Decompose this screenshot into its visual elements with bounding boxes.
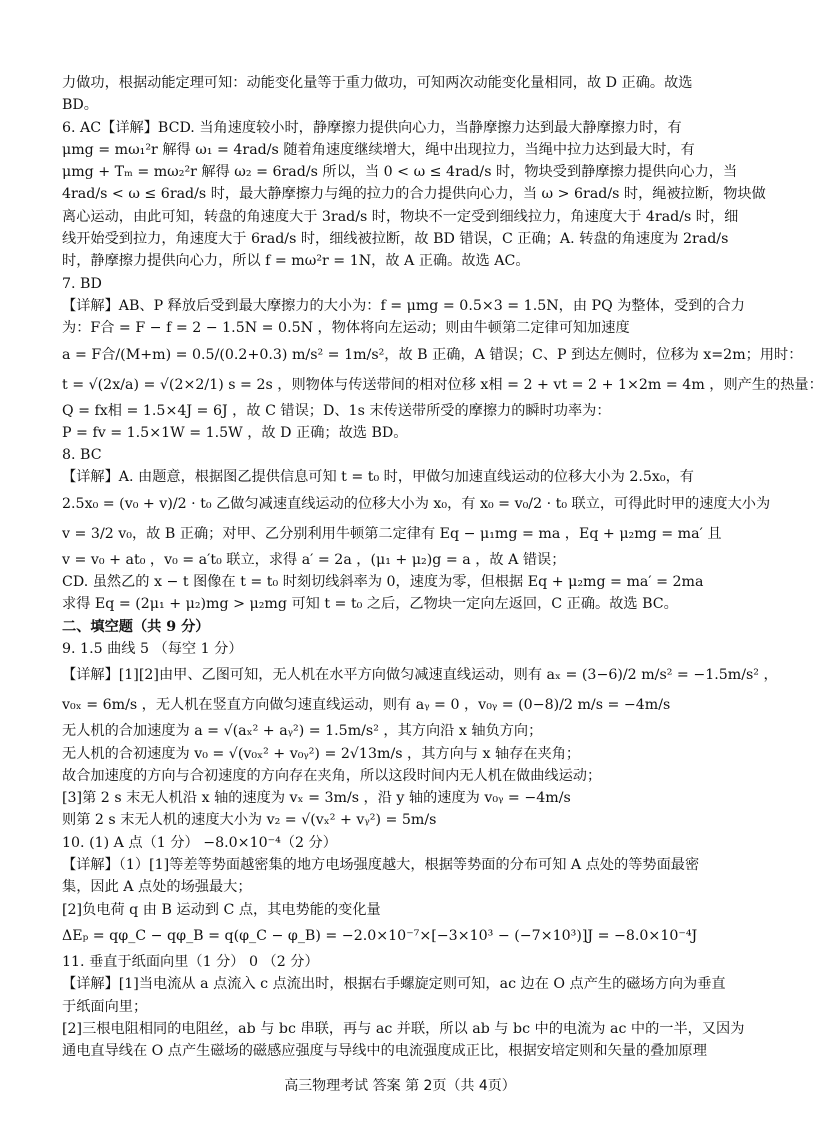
text-line: 【详解】A. 由题意，根据图乙提供信息可知 t = t₀ 时，甲做匀加速直线运动的位移大小为 2.5x₀，有 — [62, 469, 694, 486]
text-line: 11. 垂直于纸面向里（1 分） 0 （2 分） — [62, 953, 319, 970]
text-line: 则第 2 s 末无人机的速度大小为 v₂ = √(vₓ² + vᵧ²) = 5m/s — [62, 812, 437, 829]
text-line: 为：F合 = F − f = 2 − 1.5N = 0.5N ，物体将向左运动；则由牛顿第二定律可知加速度 — [62, 320, 630, 337]
text-line: [2]负电荷 q 由 B 运动到 C 点，其电势能的变化量 — [62, 901, 381, 918]
text-line: v = v₀ + at₀ ，v₀ = a′t₀ 联立，求得 a′ = 2a ，(μ₁ + μ₂)g = a ，故 A 错误； — [62, 551, 566, 568]
text-line: 故合加速度的方向与合初速度的方向存在夹角，所以这段时间内无人机在做曲线运动； — [62, 767, 602, 784]
text-line: 【详解】[1]当电流从 a 点流入 c 点流出时，根据右手螺旋定则可知，ac 边在 O 点产生的磁场方向为垂直 — [62, 976, 726, 993]
text-line: Q = fx相 = 1.5×4J = 6J ，故 C 错误；D、1s 末传送带所受的摩擦力的瞬时功率为： — [62, 402, 611, 419]
text-line: 7. BD — [62, 275, 102, 292]
text-line: 9. 1.5 曲线 5 （每空 1 分） — [62, 640, 243, 657]
text-line: v = 3/2 v₀，故 B 正确；对甲、乙分别利用牛顿第二定律有 Eq − μ₁mg = ma ，Eq + μ₂mg = ma′ 且 — [62, 525, 722, 542]
text-line: [3]第 2 s 末无人机沿 x 轴的速度为 vₓ = 3m/s ，沿 y 轴的速度为 v₀ᵧ = −4m/s — [62, 790, 571, 807]
text-line: 于纸面向里； — [62, 998, 148, 1015]
text-line: 时，静摩擦力提供向心力，所以 f = mω²r = 1N，故 A 正确。故选 AC。 — [62, 253, 530, 270]
text-line: 4rad/s < ω ≤ 6rad/s 时，最大静摩擦力与绳的拉力的合力提供向心力，当 ω > 6rad/s 时，绳被拉断，物块做 — [62, 186, 766, 203]
text-line: 10. (1) A 点（1 分） −8.0×10⁻⁴（2 分） — [62, 834, 337, 851]
text-line: BD。 — [62, 97, 98, 114]
text-line: ΔEₚ = qφ_C − qφ_B = q(φ_C − φ_B) = −2.0×10⁻⁷×[−3×10³ − (−7×10³)]J = −8.0×10⁻⁴J — [62, 927, 698, 944]
text-line: CD. 虽然乙的 x − t 图像在 t = t₀ 时刻切线斜率为 0，速度为零，但根据 Eq + μ₂mg = ma′ = 2ma — [62, 574, 704, 591]
text-line: 【详解】AB、P 释放后受到最大摩擦力的大小为：f = μmg = 0.5×3 = 1.5N，由 PQ 为整体，受到的合力 — [62, 297, 745, 314]
text-line: 6. AC【详解】BCD. 当角速度较小时，静摩擦力提供向心力，当静摩擦力达到最大静摩擦力时，有 — [62, 119, 682, 136]
text-line: 离心运动，由此可知，转盘的角速度大于 3rad/s 时，物块不一定受到细线拉力，角速度大于 4rad/s 时，细 — [62, 208, 739, 225]
text-line: t = √(2x/a) = √(2×2/1) s = 2s ，则物体与传送带间的相对位移 x相 = 2 + vt = 2 + 1×2m = 4m ，则产生的热量： — [62, 376, 823, 393]
text-line: 【详解】[1][2]由甲、乙图可知，无人机在水平方向做匀减速直线运动，则有 aₓ = (3−6)/2 m/s² = −1.5m/s² ， — [62, 667, 778, 684]
text-line: a = F合/(M+m) = 0.5/(0.2+0.3) m/s² = 1m/s²，故 B 正确，A 错误；C、P 到达左侧时，位移为 x=2m；用时： — [62, 346, 803, 363]
text-line: P = fv = 1.5×1W = 1.5W ，故 D 正确；故选 BD。 — [62, 424, 408, 441]
text-line: 无人机的合初速度为 v₀ = √(v₀ₓ² + v₀ᵧ²) = 2√13m/s ，其方向与 x 轴存在夹角； — [62, 745, 581, 762]
text-line: 线开始受到拉力，角速度大于 6rad/s 时，细线被拉断，故 BD 错误，C 正确；A. 转盘的角速度为 2rad/s — [62, 231, 729, 248]
section-heading: 二、填空题（共 9 分） — [62, 618, 210, 635]
text-line: v₀ₓ = 6m/s ，无人机在竖直方向做匀速直线运动，则有 aᵧ = 0 ，v₀ᵧ = (0−8)/2 m/s = −4m/s — [62, 697, 671, 714]
page-footer: 高三物理考试 答案 第 2页（共 4页） — [284, 1078, 516, 1094]
text-line: 8. BC — [62, 447, 102, 464]
text-line: 通电直导线在 O 点产生磁场的磁感应强度与导线中的电流强度成正比，根据安培定则和矢量的叠加原理 — [62, 1043, 707, 1060]
text-line: [2]三根电阻相同的电阻丝，ab 与 bc 串联，再与 ac 并联，所以 ab 与 bc 中的电流为 ac 中的一半，又因为 — [62, 1020, 745, 1037]
answer-text-body — [62, 72, 823, 1062]
text-line: μmg + Tₘ = mω₂²r 解得 ω₂ = 6rad/s 所以，当 0 < ω ≤ 4rad/s 时，物块受到静摩擦力提供向心力，当 — [62, 164, 738, 181]
text-line: 2.5x₀ = (v₀ + v)/2 · t₀ 乙做匀减速直线运动的位移大小为 x₀，有 x₀ = v₀/2 · t₀ 联立，可得此时甲的速度大小为 — [62, 495, 771, 512]
text-line: 无人机的合加速度为 a = √(aₓ² + aᵧ²) = 1.5m/s² ，其方向沿 x 轴负方向； — [62, 723, 543, 740]
text-line: μmg = mω₁²r 解得 ω₁ = 4rad/s 随着角速度继续增大，绳中出现拉力，当绳中拉力达到最大时，有 — [62, 141, 695, 158]
text-line: 力做功，根据动能定理可知：动能变化量等于重力做功，可知两次动能变化量相同，故 D 正确。故选 — [62, 75, 693, 91]
text-line: 集，因此 A 点处的场强最大； — [62, 879, 252, 896]
text-line: 【详解】（1）[1]等差等势面越密集的地方电场强度越大，根据等势面的分布可知 A 点处的等势面最密 — [62, 857, 700, 874]
text-line: 求得 Eq = (2μ₁ + μ₂)mg > μ₂mg 可知 t = t₀ 之后，乙物块一定向左返回，C 正确。故选 BC。 — [62, 596, 678, 613]
